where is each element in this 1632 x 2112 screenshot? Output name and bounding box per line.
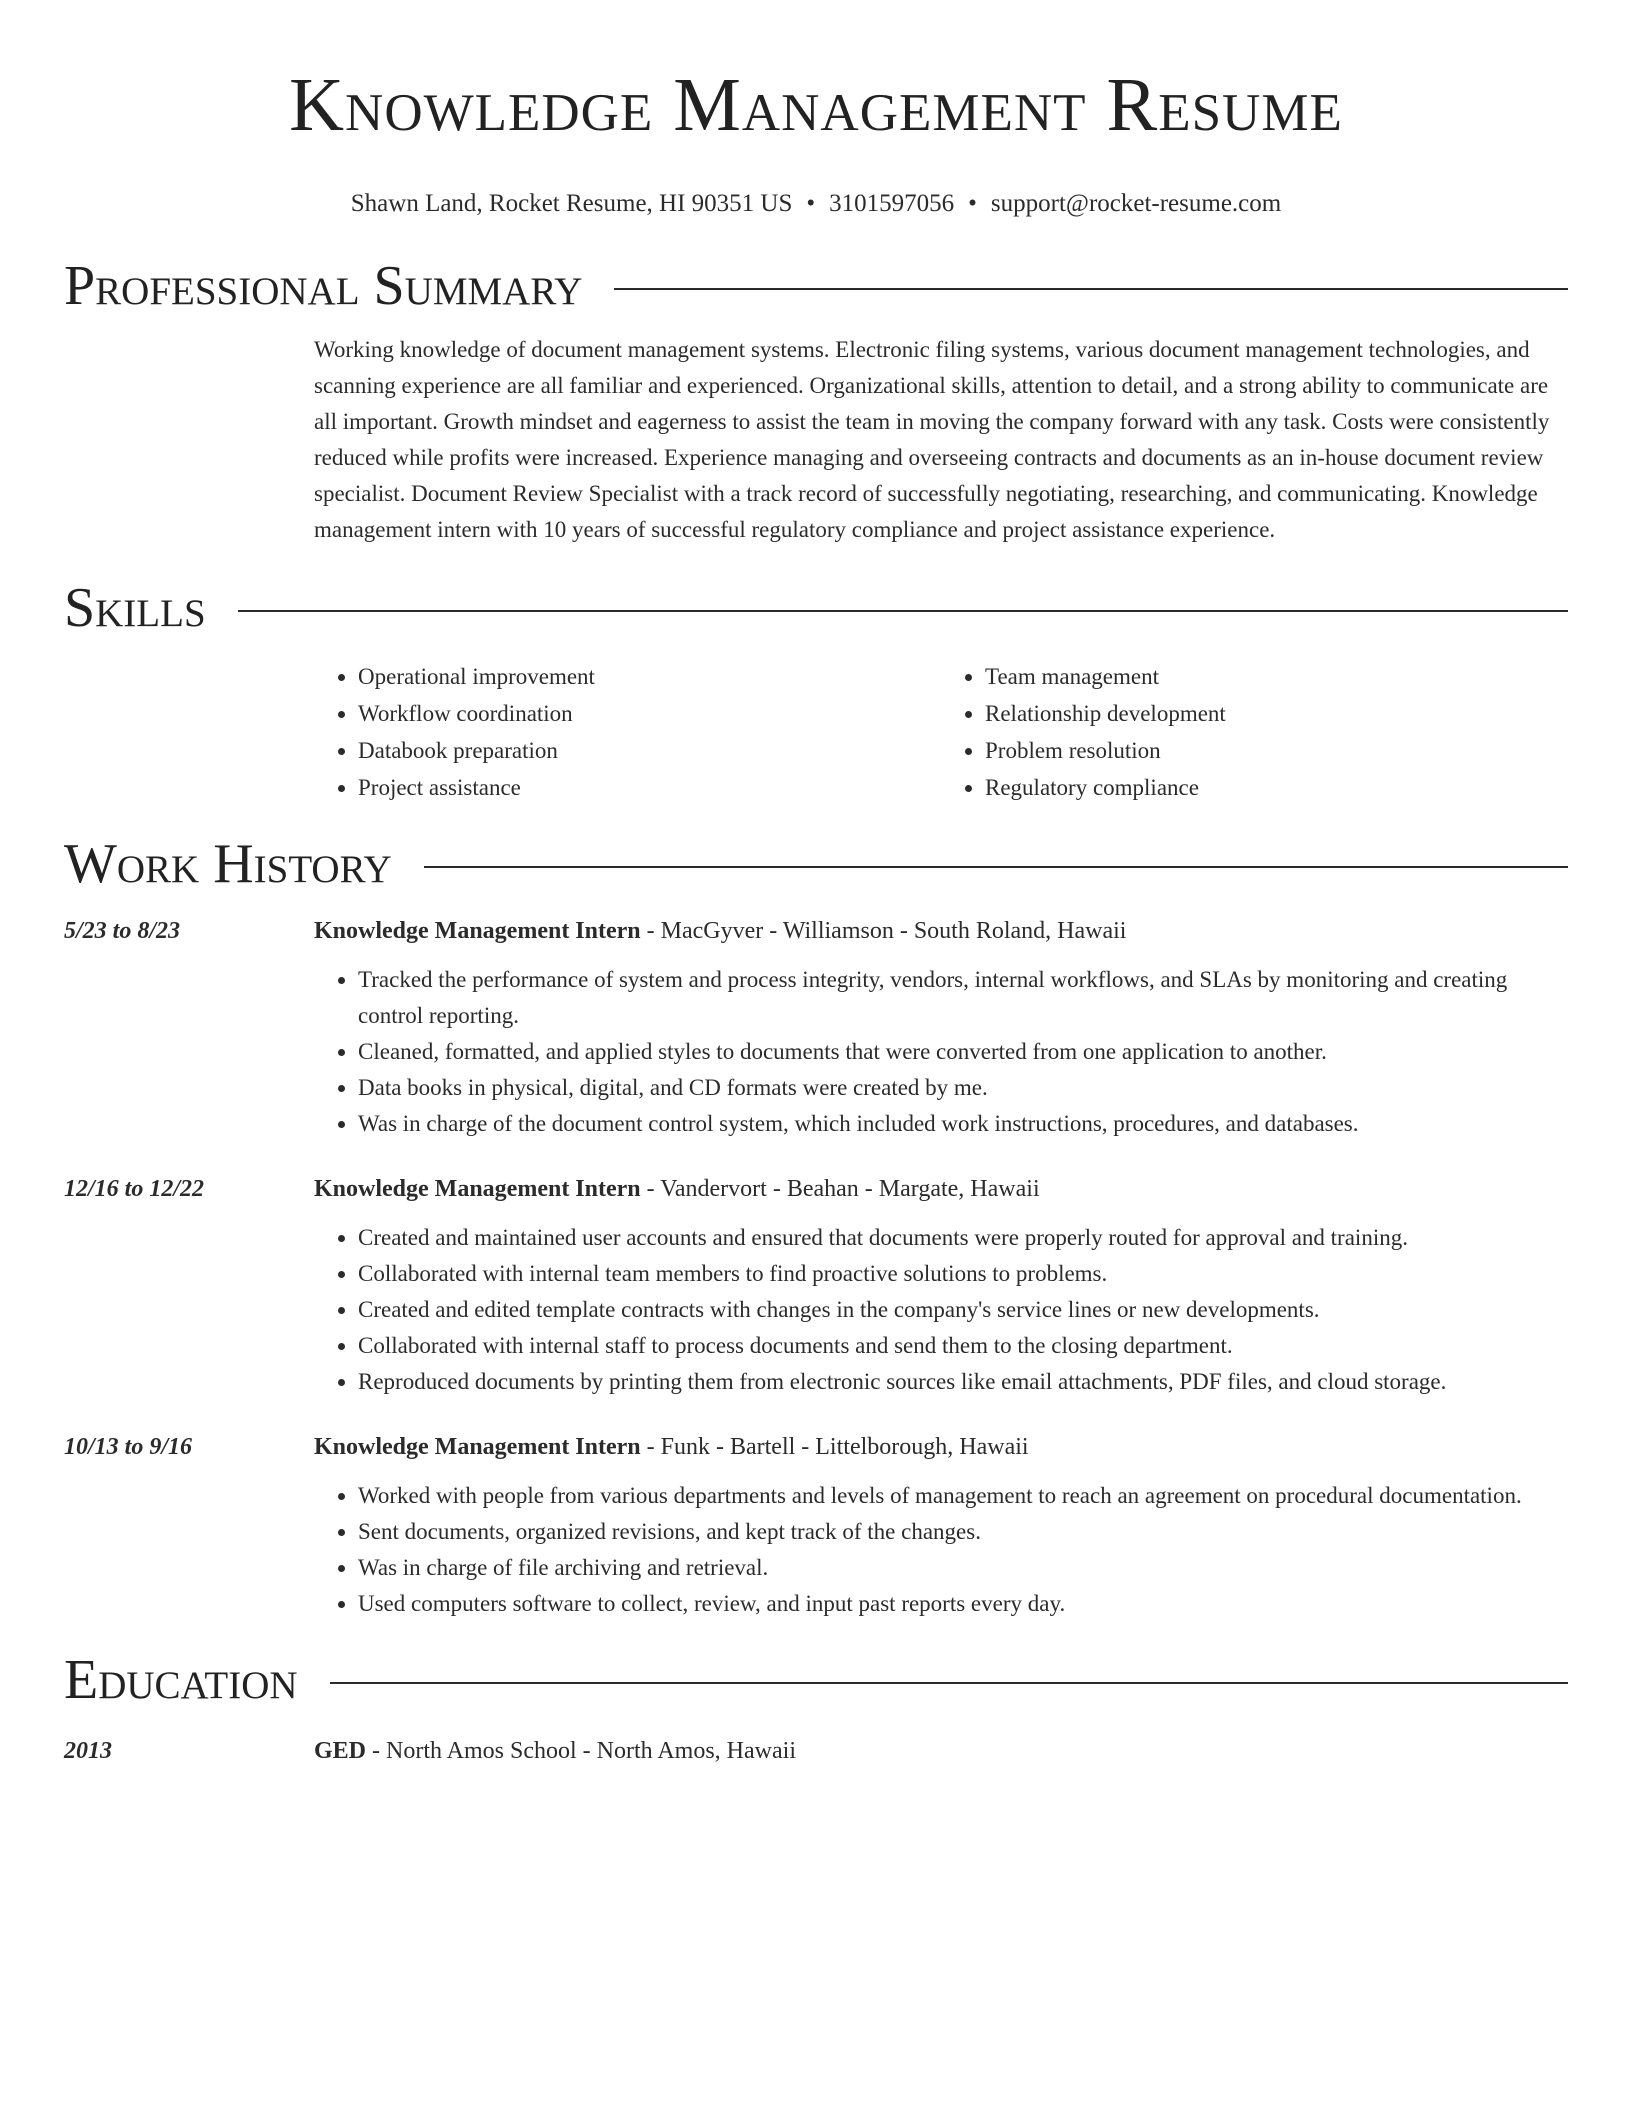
job-bullet: • Was in charge of the document control system, which included work instructions, procedures, and databases. <box>358 1106 1568 1142</box>
education-details: - North Amos School - North Amos, Hawaii <box>366 1738 796 1764</box>
skills-grid <box>314 658 1568 806</box>
job-dates: 10/13 to 9/16 <box>64 1434 193 1460</box>
skill-item: • Regulatory compliance <box>985 769 1568 806</box>
job-heading <box>314 1430 1568 1464</box>
job-role: Knowledge Management Intern <box>314 918 641 944</box>
job-bullet: • Created and maintained user accounts and ensured that documents were properly routed for approval and training. <box>358 1220 1568 1256</box>
job-body <box>314 914 1568 1142</box>
job-bullet: • Used computers software to collect, review, and input past reports every day. <box>358 1586 1568 1622</box>
job-bullet: • Was in charge of file archiving and retrieval. <box>358 1550 1568 1586</box>
section-divider <box>330 1682 1568 1684</box>
contact-line <box>64 188 1568 220</box>
skills-section-header <box>64 576 1568 640</box>
section-divider <box>238 610 1568 612</box>
job-bullets <box>314 1220 1568 1400</box>
skill-item: • Project assistance <box>358 769 941 806</box>
job-bullet: • Data books in physical, digital, and CD formats were created by me. <box>358 1070 1568 1106</box>
job-bullets <box>314 962 1568 1142</box>
job-bullet: • Collaborated with internal staff to process documents and send them to the closing department. <box>358 1328 1568 1364</box>
job-bullet: • Sent documents, organized revisions, and kept track of the changes. <box>358 1514 1568 1550</box>
skill-item: • Operational improvement <box>358 658 941 695</box>
job-dates: 5/23 to 8/23 <box>64 918 181 944</box>
job-heading <box>314 914 1568 948</box>
education-year: 2013 <box>64 1738 112 1764</box>
job-details: - Funk - Bartell - Littelborough, Hawaii <box>640 1434 1029 1460</box>
summary-heading: Professional Summary <box>64 255 583 317</box>
section-divider <box>424 866 1568 868</box>
skill-item: • Problem resolution <box>985 732 1568 769</box>
contact-address: Shawn Land, Rocket Resume, HI 90351 US <box>350 190 793 217</box>
summary-section-header <box>64 254 1568 318</box>
job-entry <box>64 1430 1568 1622</box>
job-details: - Vandervort - Beahan - Margate, Hawaii <box>640 1176 1040 1202</box>
job-bullet: • Collaborated with internal team members to find proactive solutions to problems. <box>358 1256 1568 1292</box>
job-bullet: • Tracked the performance of system and process integrity, vendors, internal workflows, and SLAs by monitoring and creating control reporting. <box>358 962 1568 1034</box>
job-role: Knowledge Management Intern <box>314 1434 641 1460</box>
job-body <box>314 1430 1568 1622</box>
job-heading <box>314 1172 1568 1206</box>
contact-separator: • <box>968 190 977 217</box>
contact-email: support@rocket-resume.com <box>990 190 1282 217</box>
work-section-header <box>64 832 1568 896</box>
skills-list-right <box>941 658 1568 806</box>
job-details: - MacGyver - Williamson - South Roland, Hawaii <box>640 918 1127 944</box>
job-entry <box>64 914 1568 1142</box>
summary-text: Working knowledge of document management systems. Electronic filing systems, various document management technologies, and scanning experience are all familiar and experienced. Organizational skills, attention to detail, and a strong ability to communicate are all important. Growth mindset and eagerness to assist the team in moving the company forward with any task. Costs were consistently reduced while profits were increased. Experience managing and overseeing contracts and documents as an in-house document review specialist. Document Review Specialist with a track record of successfully negotiating, researching, and communicating. Knowledge management intern with 10 years of successful regulatory compliance and project assistance experience. <box>314 337 1550 542</box>
job-bullet: • Reproduced documents by printing them from electronic sources like email attachments, PDF files, and cloud storage. <box>358 1364 1568 1400</box>
education-entry <box>64 1734 1568 1768</box>
education-body <box>314 1734 1568 1768</box>
education-heading: Education <box>64 1649 298 1711</box>
resume-title: Knowledge Management Resume <box>289 63 1343 147</box>
education-degree: GED <box>314 1738 367 1764</box>
education-section-header <box>64 1648 1568 1712</box>
job-bullets <box>314 1478 1568 1622</box>
skills-heading: Skills <box>64 577 206 639</box>
job-bullet: • Worked with people from various departments and levels of management to reach an agreement on procedural documentation. <box>358 1478 1568 1514</box>
work-heading: Work History <box>64 833 392 895</box>
job-entry <box>64 1172 1568 1400</box>
section-divider <box>614 288 1568 290</box>
skills-list-left <box>314 658 941 806</box>
job-bullet: • Cleaned, formatted, and applied styles to documents that were converted from one application to another. <box>358 1034 1568 1070</box>
job-bullet: • Created and edited template contracts with changes in the company's service lines or new developments. <box>358 1292 1568 1328</box>
job-body <box>314 1172 1568 1400</box>
skill-item: • Databook preparation <box>358 732 941 769</box>
job-role: Knowledge Management Intern <box>314 1176 641 1202</box>
skill-item: • Relationship development <box>985 695 1568 732</box>
education-heading-line <box>314 1734 1568 1768</box>
job-dates: 12/16 to 12/22 <box>64 1176 205 1202</box>
skill-item: • Workflow coordination <box>358 695 941 732</box>
contact-phone: 3101597056 <box>829 190 955 217</box>
contact-separator: • <box>806 190 816 217</box>
skill-item: • Team management <box>985 658 1568 695</box>
